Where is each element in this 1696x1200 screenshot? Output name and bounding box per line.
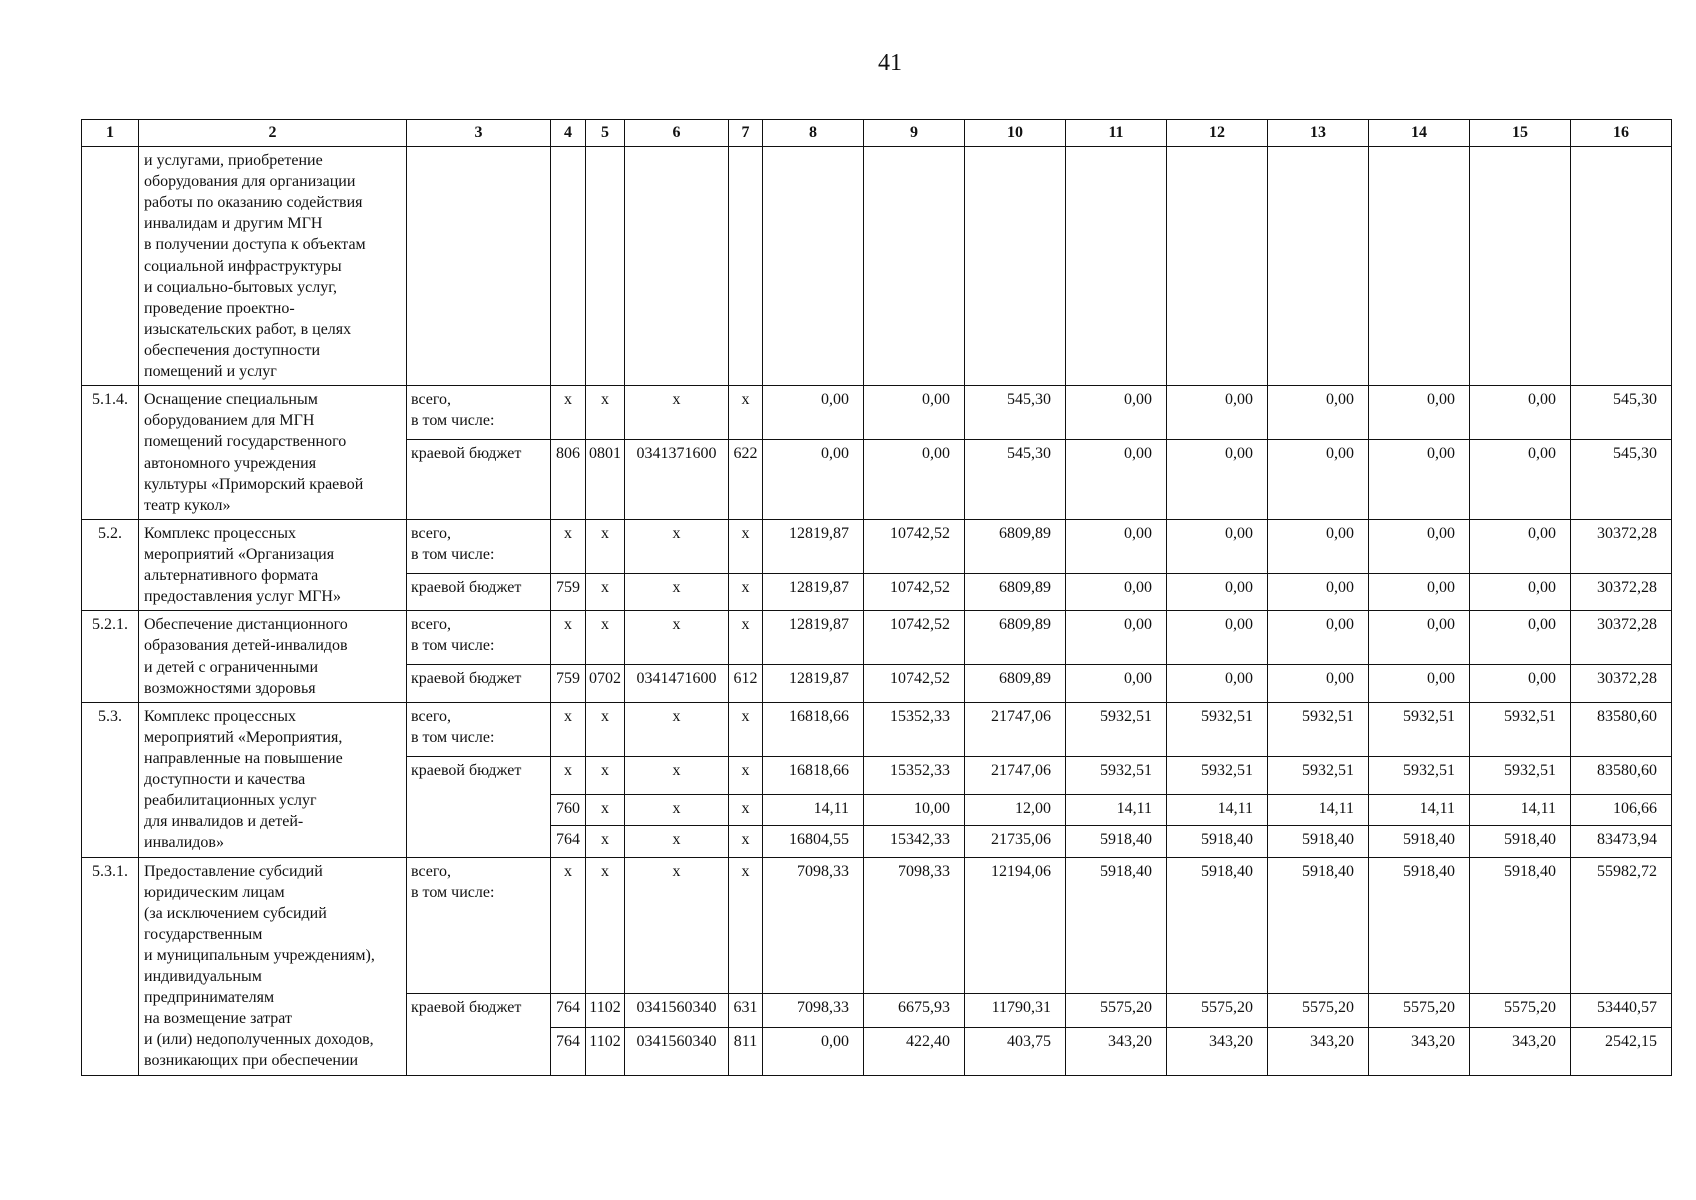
- code-cell: х: [586, 756, 625, 794]
- amount-cell: 0,00: [763, 386, 864, 439]
- amount-cell: 6809,89: [965, 519, 1066, 573]
- amount-cell: 10742,52: [864, 665, 965, 702]
- amount-cell: 12819,87: [763, 611, 864, 665]
- amount-cell: 21747,06: [965, 702, 1066, 756]
- amount-cell: 343,20: [1167, 1027, 1268, 1075]
- amount-cell: 6809,89: [965, 665, 1066, 702]
- amount-cell: 12,00: [965, 794, 1066, 825]
- code-cell: х: [729, 857, 763, 993]
- name-line: помещений и услуг: [144, 363, 277, 381]
- total-label-line: в том числе:: [411, 412, 495, 430]
- amount-cell: 5932,51: [1470, 702, 1571, 756]
- amount-cell: 545,30: [1571, 386, 1672, 439]
- code-cell: х: [551, 857, 586, 993]
- name-line: и детей с ограниченными: [144, 658, 319, 676]
- total-label: [407, 386, 551, 439]
- budget-source-label: краевой бюджет: [407, 665, 551, 702]
- code-cell: 0341471600: [625, 665, 729, 702]
- amount-cell: 0,00: [1470, 573, 1571, 610]
- amount-cell: 403,75: [965, 1027, 1066, 1075]
- amount-cell: 2542,15: [1571, 1027, 1672, 1075]
- amount-cell: 7098,33: [763, 993, 864, 1027]
- name-line: альтернативного формата: [144, 567, 319, 585]
- amount-cell: 545,30: [965, 386, 1066, 439]
- amount-cell: 343,20: [1066, 1027, 1167, 1075]
- total-label: [407, 611, 551, 665]
- column-header: 9: [864, 120, 965, 147]
- code-cell: х: [586, 702, 625, 756]
- amount-cell: 12819,87: [763, 573, 864, 610]
- continuation-name-cell: [139, 147, 407, 386]
- name-line: и муниципальным учреждениям),: [144, 946, 375, 964]
- code-cell: х: [586, 857, 625, 993]
- name-line: на возмещение затрат: [144, 1010, 292, 1028]
- name-line: образования детей-инвалидов: [144, 637, 348, 655]
- column-header: 14: [1369, 120, 1470, 147]
- section-total-row: [82, 386, 1672, 439]
- name-line: проведение проектно-: [144, 299, 295, 317]
- amount-cell: 6675,93: [864, 993, 965, 1027]
- amount-cell: 0,00: [1470, 439, 1571, 519]
- column-header: 3: [407, 120, 551, 147]
- continuation-row: [82, 147, 1672, 386]
- column-header: 16: [1571, 120, 1672, 147]
- total-label-line: всего,: [411, 707, 452, 725]
- amount-cell: 7098,33: [763, 857, 864, 993]
- total-label-line: в том числе:: [411, 637, 495, 655]
- empty-cell: [586, 147, 625, 386]
- code-cell: 0341560340: [625, 993, 729, 1027]
- name-line: оборудования для организации: [144, 173, 356, 191]
- total-label: [407, 519, 551, 573]
- amount-cell: 53440,57: [1571, 993, 1672, 1027]
- empty-cell: [1167, 147, 1268, 386]
- name-line: предпринимателям: [144, 989, 275, 1007]
- section-number: 5.3.: [82, 702, 139, 857]
- amount-cell: 7098,33: [864, 857, 965, 993]
- code-cell: х: [551, 519, 586, 573]
- section-name: [139, 386, 407, 520]
- amount-cell: 21735,06: [965, 825, 1066, 857]
- amount-cell: 343,20: [1369, 1027, 1470, 1075]
- amount-cell: 0,00: [1470, 386, 1571, 439]
- total-label-line: всего,: [411, 524, 452, 542]
- name-line: и (или) недополученных доходов,: [144, 1031, 374, 1049]
- name-line: Оснащение специальным: [144, 391, 318, 409]
- amount-cell: 0,00: [1369, 611, 1470, 665]
- amount-cell: 0,00: [1167, 386, 1268, 439]
- amount-cell: 343,20: [1268, 1027, 1369, 1075]
- name-line: реабилитационных услуг: [144, 792, 317, 810]
- name-line: изыскательских работ, в целях: [144, 320, 352, 338]
- amount-cell: 0,00: [1369, 386, 1470, 439]
- amount-cell: 106,66: [1571, 794, 1672, 825]
- budget-source-label: краевой бюджет: [407, 439, 551, 519]
- column-header: 2: [139, 120, 407, 147]
- column-header: 12: [1167, 120, 1268, 147]
- code-cell: 760: [551, 794, 586, 825]
- amount-cell: 0,00: [1268, 665, 1369, 702]
- code-cell: 764: [551, 825, 586, 857]
- budget-source-label: краевой бюджет: [407, 993, 551, 1075]
- code-cell: 764: [551, 993, 586, 1027]
- code-cell: х: [586, 573, 625, 610]
- amount-cell: 0,00: [1167, 519, 1268, 573]
- amount-cell: 5932,51: [1066, 702, 1167, 756]
- name-line: и услугами, приобретение: [144, 152, 323, 169]
- amount-cell: 5918,40: [1369, 825, 1470, 857]
- amount-cell: 10742,52: [864, 611, 965, 665]
- amount-cell: 11790,31: [965, 993, 1066, 1027]
- amount-cell: 5932,51: [1268, 702, 1369, 756]
- code-cell: 1102: [586, 993, 625, 1027]
- amount-cell: 0,00: [1470, 665, 1571, 702]
- code-cell: х: [551, 756, 586, 794]
- amount-cell: 16804,55: [763, 825, 864, 857]
- name-line: культуры «Приморский краевой: [144, 475, 364, 493]
- amount-cell: 343,20: [1470, 1027, 1571, 1075]
- amount-cell: 14,11: [1268, 794, 1369, 825]
- amount-cell: 5918,40: [1066, 825, 1167, 857]
- empty-cell: [763, 147, 864, 386]
- row-number-cell: [82, 147, 139, 386]
- amount-cell: 0,00: [1268, 519, 1369, 573]
- amount-cell: 0,00: [1066, 611, 1167, 665]
- amount-cell: 14,11: [1369, 794, 1470, 825]
- name-line: предоставления услуг МГН»: [144, 588, 341, 606]
- empty-cell: [965, 147, 1066, 386]
- name-line: для инвалидов и детей-: [144, 813, 304, 831]
- code-cell: х: [625, 519, 729, 573]
- name-line: мероприятий «Организация: [144, 545, 335, 563]
- amount-cell: 6809,89: [965, 611, 1066, 665]
- amount-cell: 0,00: [1066, 439, 1167, 519]
- amount-cell: 0,00: [1167, 611, 1268, 665]
- code-cell: 806: [551, 439, 586, 519]
- amount-cell: 0,00: [763, 1027, 864, 1075]
- section-total-row: [82, 702, 1672, 756]
- amount-cell: 5575,20: [1066, 993, 1167, 1027]
- amount-cell: 0,00: [864, 439, 965, 519]
- amount-cell: 5918,40: [1167, 857, 1268, 993]
- code-cell: 0702: [586, 665, 625, 702]
- code-cell: х: [625, 794, 729, 825]
- name-line: обеспечения доступности: [144, 341, 321, 359]
- code-cell: 622: [729, 439, 763, 519]
- code-cell: х: [729, 519, 763, 573]
- amount-cell: 15352,33: [864, 756, 965, 794]
- name-line: помещений государственного: [144, 433, 347, 451]
- column-header: 7: [729, 120, 763, 147]
- amount-cell: 0,00: [1470, 519, 1571, 573]
- amount-cell: 12819,87: [763, 665, 864, 702]
- code-cell: х: [625, 756, 729, 794]
- total-label-line: всего,: [411, 391, 452, 409]
- amount-cell: 545,30: [1571, 439, 1672, 519]
- name-line: направленные на повышение: [144, 749, 343, 767]
- section-name: [139, 702, 407, 857]
- name-line: автономного учреждения: [144, 454, 317, 472]
- code-cell: х: [586, 825, 625, 857]
- page-number: 41: [878, 50, 902, 76]
- amount-cell: 0,00: [1369, 573, 1470, 610]
- code-cell: 811: [729, 1027, 763, 1075]
- name-line: в получении доступа к объектам: [144, 236, 366, 254]
- code-cell: х: [729, 825, 763, 857]
- total-label: [407, 702, 551, 756]
- amount-cell: 0,00: [1066, 665, 1167, 702]
- amount-cell: 12194,06: [965, 857, 1066, 993]
- total-label-line: в том числе:: [411, 883, 495, 901]
- code-cell: х: [625, 702, 729, 756]
- amount-cell: 16818,66: [763, 702, 864, 756]
- amount-cell: 14,11: [1066, 794, 1167, 825]
- budget-table: [81, 119, 1672, 1076]
- amount-cell: 5575,20: [1470, 993, 1571, 1027]
- empty-cell: [1268, 147, 1369, 386]
- section-number: 5.2.: [82, 519, 139, 610]
- code-cell: х: [625, 573, 729, 610]
- code-cell: х: [729, 573, 763, 610]
- section-name: [139, 611, 407, 702]
- name-line: театр кукол»: [144, 496, 231, 514]
- code-cell: х: [586, 794, 625, 825]
- amount-cell: 0,00: [864, 386, 965, 439]
- amount-cell: 0,00: [1268, 611, 1369, 665]
- code-cell: х: [729, 756, 763, 794]
- amount-cell: 0,00: [1167, 573, 1268, 610]
- amount-cell: 83473,94: [1571, 825, 1672, 857]
- amount-cell: 5918,40: [1066, 857, 1167, 993]
- code-cell: 0341560340: [625, 1027, 729, 1075]
- code-cell: х: [551, 702, 586, 756]
- amount-cell: 55982,72: [1571, 857, 1672, 993]
- amount-cell: 14,11: [1167, 794, 1268, 825]
- empty-cell: [1571, 147, 1672, 386]
- amount-cell: 0,00: [1369, 665, 1470, 702]
- amount-cell: 6809,89: [965, 573, 1066, 610]
- amount-cell: 10742,52: [864, 573, 965, 610]
- column-header: 15: [1470, 120, 1571, 147]
- code-cell: 759: [551, 665, 586, 702]
- amount-cell: 14,11: [763, 794, 864, 825]
- code-cell: 1102: [586, 1027, 625, 1075]
- amount-cell: 5932,51: [1066, 756, 1167, 794]
- amount-cell: 5918,40: [1167, 825, 1268, 857]
- column-header: 6: [625, 120, 729, 147]
- name-line: Комплекс процессных: [144, 707, 296, 725]
- amount-cell: 30372,28: [1571, 573, 1672, 610]
- name-line: юридическим лицам: [144, 883, 285, 901]
- amount-cell: 30372,28: [1571, 665, 1672, 702]
- name-line: и социально-бытовых услуг,: [144, 278, 338, 296]
- name-line: инвалидам и другим МГН: [144, 215, 323, 233]
- amount-cell: 5932,51: [1167, 702, 1268, 756]
- name-line: оборудованием для МГН: [144, 412, 315, 430]
- name-line: индивидуальным: [144, 968, 262, 986]
- code-cell: х: [729, 611, 763, 665]
- amount-cell: 5918,40: [1268, 825, 1369, 857]
- amount-cell: 83580,60: [1571, 756, 1672, 794]
- name-line: доступности и качества: [144, 771, 306, 789]
- section-number: 5.3.1.: [82, 857, 139, 1075]
- column-header: 8: [763, 120, 864, 147]
- section-total-row: [82, 611, 1672, 665]
- amount-cell: 0,00: [1167, 439, 1268, 519]
- amount-cell: 15342,33: [864, 825, 965, 857]
- amount-cell: 5918,40: [1470, 857, 1571, 993]
- amount-cell: 83580,60: [1571, 702, 1672, 756]
- empty-cell: [407, 147, 551, 386]
- amount-cell: 0,00: [1268, 386, 1369, 439]
- section-name: [139, 519, 407, 610]
- amount-cell: 0,00: [1066, 386, 1167, 439]
- amount-cell: 0,00: [763, 439, 864, 519]
- amount-cell: 0,00: [1167, 665, 1268, 702]
- column-header: 10: [965, 120, 1066, 147]
- code-cell: х: [729, 702, 763, 756]
- amount-cell: 0,00: [1268, 573, 1369, 610]
- amount-cell: 15352,33: [864, 702, 965, 756]
- code-cell: х: [551, 611, 586, 665]
- budget-source-label: краевой бюджет: [407, 756, 551, 857]
- total-label: [407, 857, 551, 993]
- code-cell: х: [625, 386, 729, 439]
- column-header: 1: [82, 120, 139, 147]
- amount-cell: 14,11: [1470, 794, 1571, 825]
- section-name: [139, 857, 407, 1075]
- amount-cell: 5932,51: [1268, 756, 1369, 794]
- amount-cell: 0,00: [1369, 519, 1470, 573]
- section-total-row: [82, 519, 1672, 573]
- amount-cell: 0,00: [1369, 439, 1470, 519]
- amount-cell: 5932,51: [1369, 756, 1470, 794]
- amount-cell: 0,00: [1066, 573, 1167, 610]
- name-line: возникающих при обеспечении: [144, 1052, 359, 1070]
- amount-cell: 5575,20: [1268, 993, 1369, 1027]
- name-line: возможностями здоровья: [144, 679, 316, 697]
- code-cell: х: [625, 825, 729, 857]
- code-cell: 0801: [586, 439, 625, 519]
- amount-cell: 21747,06: [965, 756, 1066, 794]
- code-cell: 0341371600: [625, 439, 729, 519]
- empty-cell: [551, 147, 586, 386]
- name-line: инвалидов»: [144, 834, 224, 852]
- name-line: социальной инфраструктуры: [144, 257, 342, 275]
- amount-cell: 545,30: [965, 439, 1066, 519]
- name-line: Обеспечение дистанционного: [144, 616, 348, 634]
- code-cell: х: [551, 386, 586, 439]
- column-header: 5: [586, 120, 625, 147]
- amount-cell: 30372,28: [1571, 519, 1672, 573]
- column-header-row: [82, 120, 1672, 147]
- amount-cell: 5918,40: [1369, 857, 1470, 993]
- section-number: 5.2.1.: [82, 611, 139, 702]
- name-line: (за исключением субсидий: [144, 904, 327, 922]
- empty-cell: [625, 147, 729, 386]
- column-header: 11: [1066, 120, 1167, 147]
- code-cell: х: [625, 857, 729, 993]
- total-label-line: всего,: [411, 862, 452, 880]
- amount-cell: 0,00: [1268, 439, 1369, 519]
- name-line: Комплекс процессных: [144, 524, 296, 542]
- column-header: 4: [551, 120, 586, 147]
- amount-cell: 5932,51: [1167, 756, 1268, 794]
- amount-cell: 0,00: [1470, 611, 1571, 665]
- amount-cell: 10742,52: [864, 519, 965, 573]
- code-cell: х: [586, 519, 625, 573]
- code-cell: 764: [551, 1027, 586, 1075]
- empty-cell: [1066, 147, 1167, 386]
- code-cell: х: [586, 611, 625, 665]
- empty-cell: [729, 147, 763, 386]
- section-total-row: [82, 857, 1672, 993]
- total-label-line: в том числе:: [411, 728, 495, 746]
- code-cell: 759: [551, 573, 586, 610]
- total-label-line: в том числе:: [411, 545, 495, 563]
- section-number: 5.1.4.: [82, 386, 139, 520]
- amount-cell: 5932,51: [1470, 756, 1571, 794]
- amount-cell: 422,40: [864, 1027, 965, 1075]
- amount-cell: 12819,87: [763, 519, 864, 573]
- code-cell: х: [625, 611, 729, 665]
- code-cell: х: [586, 386, 625, 439]
- budget-source-label: краевой бюджет: [407, 573, 551, 610]
- total-label-line: всего,: [411, 616, 452, 634]
- name-line: мероприятий «Мероприятия,: [144, 728, 343, 746]
- amount-cell: 5932,51: [1369, 702, 1470, 756]
- empty-cell: [1470, 147, 1571, 386]
- code-cell: х: [729, 794, 763, 825]
- amount-cell: 5575,20: [1369, 993, 1470, 1027]
- amount-cell: 5575,20: [1167, 993, 1268, 1027]
- code-cell: 612: [729, 665, 763, 702]
- amount-cell: 10,00: [864, 794, 965, 825]
- name-line: государственным: [144, 925, 263, 943]
- amount-cell: 30372,28: [1571, 611, 1672, 665]
- amount-cell: 5918,40: [1470, 825, 1571, 857]
- code-cell: 631: [729, 993, 763, 1027]
- amount-cell: 16818,66: [763, 756, 864, 794]
- amount-cell: 5918,40: [1268, 857, 1369, 993]
- name-line: работы по оказанию содействия: [144, 194, 363, 212]
- amount-cell: 0,00: [1066, 519, 1167, 573]
- code-cell: х: [729, 386, 763, 439]
- empty-cell: [864, 147, 965, 386]
- empty-cell: [1369, 147, 1470, 386]
- name-line: Предоставление субсидий: [144, 862, 323, 880]
- column-header: 13: [1268, 120, 1369, 147]
